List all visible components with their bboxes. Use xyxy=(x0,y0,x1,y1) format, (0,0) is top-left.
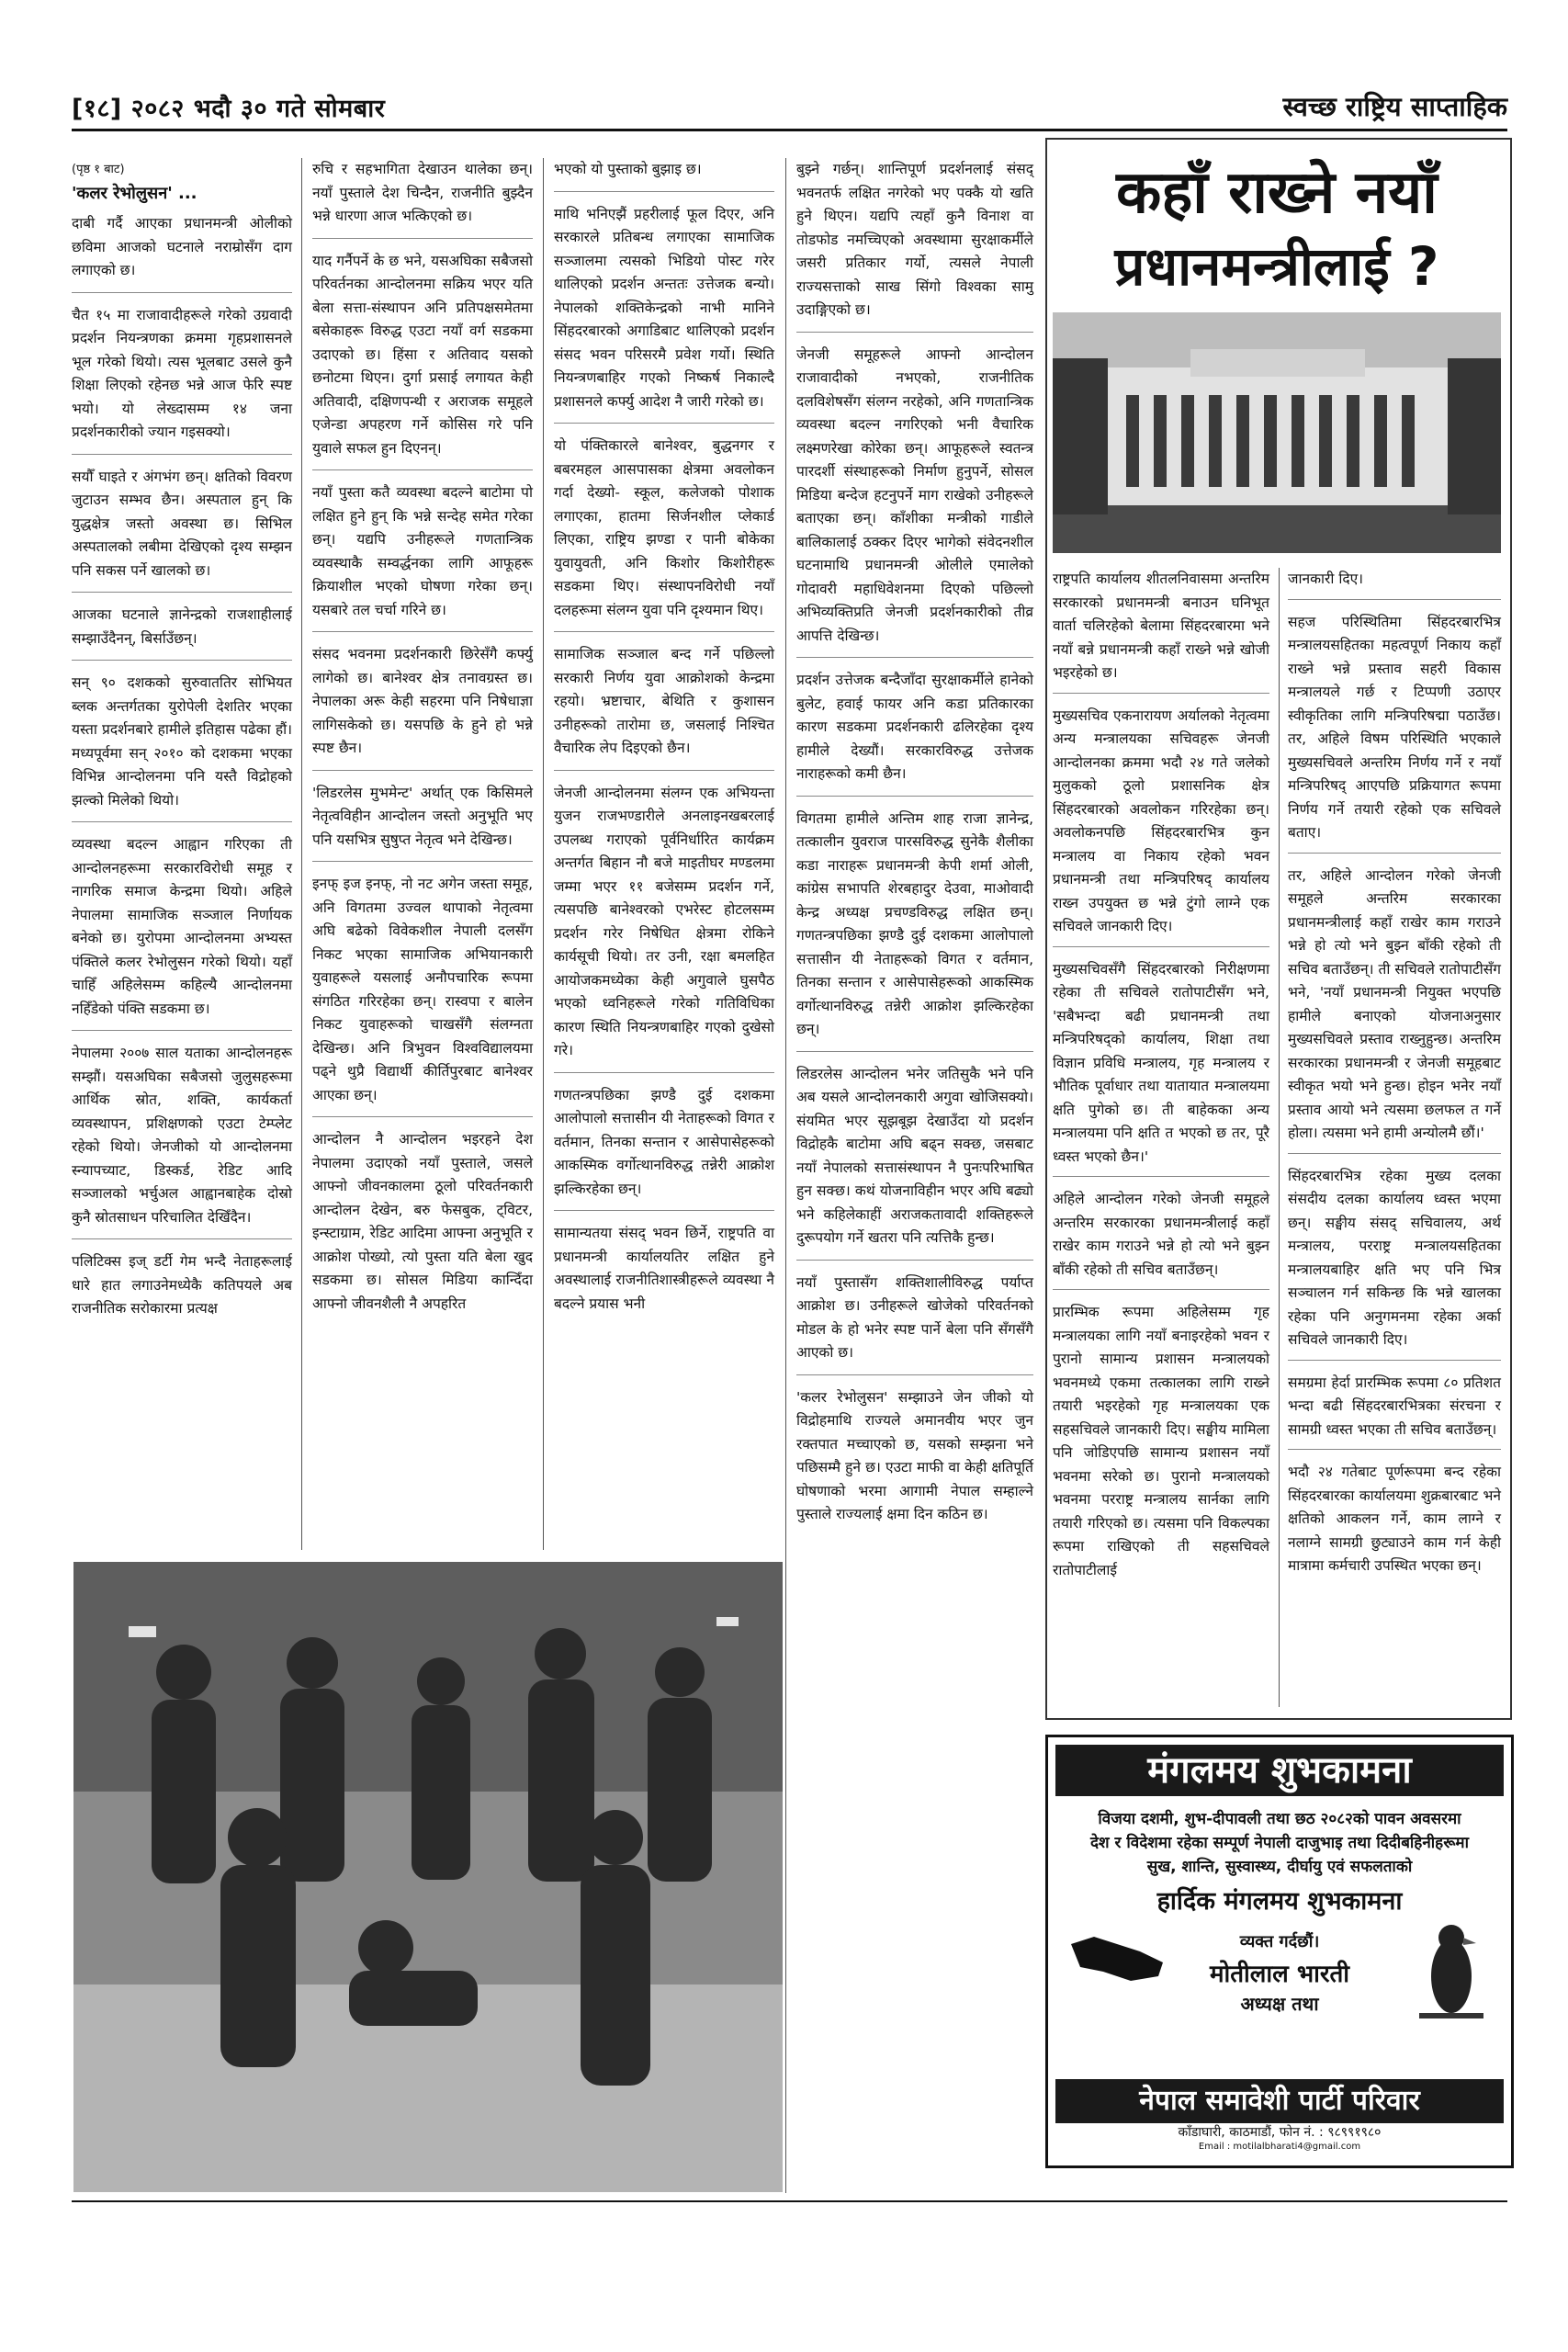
palace-illustration xyxy=(1053,312,1501,553)
paragraph: तर, अहिले आन्दोलन गरेको जेनजी समूहले अन्तरिम सरकारका प्रधानमन्त्रीलाई कहाँ राखेर काम गराउने भन्ने हो त्यो भने बुझ्न बाँकी रहेको ती सचिव बताउँछन्। ती सचिवले रातोपाटीसँग भने, 'नयाँ प्रधानमन्त्री नियुक्त भएपछि हामीले बनाएको योजनाअनुसार मुख्यसचिवले प्रस्ताव राख्नुहुन्छ। अन्तरिम सरकारका प्रधानमन्त्री र जेनजी समूहबाट स्वीकृत भयो भने हुन्छ। होइन भनेर नयाँ प्रस्ताव आयो भने त्यसमा छलफल त गर्ने होला। त्यसमा भने हामी अन्योलमै छौं।' xyxy=(1288,865,1501,1154)
ad-title: मंगलमय शुभकामना xyxy=(1055,1745,1504,1796)
bird-emblem-icon xyxy=(1410,1912,1493,2050)
paragraph: सामान्यतया संसद् भवन छिर्ने, राष्ट्रपति वा प्रधानमन्त्री कार्यालयतिर लक्षित हुने अवस्थालाई राजनीतिशास्त्रीहरूले व्यवस्था नै बदल्ने प्रयास भनी xyxy=(554,1225,774,1312)
continued-note: (पृष्ठ १ बाट) xyxy=(72,163,125,176)
headline-line-1: कहाँ राख्ने नयाँ xyxy=(1116,159,1438,227)
column-divider xyxy=(543,158,544,1550)
paragraph: मुख्यसचिवसँगै सिंहदरबारको निरीक्षणमा रहेका ती सचिवले रातोपाटीसँग भने, 'सबैभन्दा बढी प्रधानमन्त्री तथा मन्त्रिपरिषद्को कार्यालय, शिक्षा तथा विज्ञान प्रविधि मन्त्रालय, गृह मन्त्रालय र भौतिक पूर्वाधार तथा यातायात मन्त्रालयमा क्षति पुगेको छ। ती बाहेकका अन्य मन्त्रालयमा पनि क्षति त भएको छ तर, पूरै ध्वस्त भएको छैन।' xyxy=(1053,958,1269,1178)
ad-line-2: देश र विदेशमा रहेका सम्पूर्ण नेपाली दाजुभाइ तथा दिदीबहिनीहरूमा xyxy=(1090,1834,1469,1852)
greeting-advertisement xyxy=(1045,1735,1514,2168)
ad-address: काँडाघारी, काठमाडौं, फोन नं. : ९८९९१९८० xyxy=(1178,2125,1382,2140)
paragraph: 'लिडरलेस मुभमेन्ट' अर्थात् एक किसिमले नेतृत्वविहीन आन्दोलन जस्तो अनुभूति भए पनि यसभित्र सुषुप्त नेतृत्व भने देखिन्छ। xyxy=(312,782,533,863)
ad-wish: हार्दिक मंगलमय शुभकामना xyxy=(1156,1887,1403,1916)
page-header xyxy=(72,85,1507,130)
paragraph: भदौ २४ गतेबाट पूर्णरूपमा बन्द रहेका सिंहदरबारका कार्यालयमा शुक्रबारबाट भने क्षतिको आकलन गर्ने, काम लाग्ने र नलाग्ने सामग्री छुट्याउने काम गर्न केही मात्रामा कर्मचारी उपस्थित भएका छन्। xyxy=(1288,1464,1501,1574)
paragraph: समग्रमा हेर्दा प्रारम्भिक रूपमा ८० प्रतिशत भन्दा बढी सिंहदरबारभित्रका संरचना र सामग्री ध्वस्त भएका ती सचिव बताउँछन्। xyxy=(1288,1372,1501,1451)
article-column-1 xyxy=(72,158,292,1341)
ad-person-name: मोतीलाल भारती xyxy=(1209,1961,1350,1988)
side-story-column-left xyxy=(1053,568,1269,1600)
paragraph: दाबी गर्दै आएका प्रधानमन्त्री ओलीको छविमा आजको घटनाले नराम्रोसँग दाग लगाएको छ। xyxy=(72,212,292,293)
paragraph: मुख्यसचिव एकनारायण अर्यालको नेतृत्वमा अन्य मन्त्रालयका सचिवहरू जेनजी आन्दोलनका क्रममा भदौ २४ गते जलेको मुलुकको ठूलो प्रशासनिक क्षेत्र सिंहदरबारको अवलोकन गरिरहेका छन्। अवलोकनपछि सिंहदरबारभित्र कुन मन्त्रालय वा निकाय रहेको भवन प्रधानमन्त्री तथा मन्त्रिपरिषद् कार्यालय राख्न उपयुक्त छ भन्ने टुंगो लाग्ने एक सचिवले जानकारी दिए। xyxy=(1053,705,1269,947)
ad-person-role: अध्यक्ष तथा xyxy=(1240,1993,1319,2015)
paragraph: माथि भनिएझैं प्रहरीलाई फूल दिएर, अनि सरकारले प्रतिबन्ध लगाएका सामाजिक सञ्जालमा त्यसको भिडियो पोस्ट गरेर थालिएको प्रदर्शन अन्ततः उत्तेजक बन्यो। नेपालको शक्तिकेन्द्रको नाभी मानिने सिंहदरबारको अगाडिबाट थालिएको प्रदर्शन संसद भवन परिसरमै प्रवेश गर्यो। स्थिति नियन्त्रणबाहिर गएको निष्कर्ष निकाल्दै प्रशासनले कर्फ्यु आदेश नै जारी गरेको छ। xyxy=(554,203,774,424)
paragraph: पलिटिक्स इज् डर्टी गेम भन्दै नेताहरूलाई धारे हात लगाउनेमध्येकै कतिपयले अब राजनीतिक सरोकारमा प्रत्यक्ष xyxy=(72,1253,292,1317)
paragraph: प्रदर्शन उत्तेजक बन्दैजाँदा सुरक्षाकर्मीले हानेको बुलेट, हवाई फायर अनि कडा प्रतिकारका कारण सडकमा प्रदर्शनकारी ढलिरहेका दृश्य हामीले देख्यौं। सरकारविरुद्ध उत्तेजक नाराहरूको कमी छैन। xyxy=(796,669,1033,797)
paragraph: विगतमा हामीले अन्तिम शाह राजा ज्ञानेन्द्र, तत्कालीन युवराज पारसविरुद्ध सुनेकै शैलीका कडा नाराहरू प्रधानमन्त्री केपी शर्मा ओली, कांग्रेस सभापति शेरबहादुर देउवा, माओवादी केन्द्र अध्यक्ष प्रचण्डविरुद्ध लक्षित छन्। गणतन्त्रपछिका झण्डै दुई दशकमा आलोपालो सत्तासीन यी नेताहरूको विगत र वर्तमान, तिनका सन्तान र आसेपासेहरूको आकस्मिक वर्गोत्थानविरुद्ध तन्नेरी आक्रोश झल्किरहेका छन्। xyxy=(796,808,1033,1052)
paragraph: जेनजी समूहरूले आफ्नो आन्दोलन राजावादीको नभएको, राजनीतिक दलविशेषसँग संलग्न नरहेको, अनि गणतान्त्रिक व्यवस्था बदल्न नगरिएको भनी वैचारिक लक्ष्मणरेखा कोरेका छन्। आफूहरूले स्वतन्त्र पारदर्शी संस्थाहरूको निर्माण हुनुपर्ने, सोसल मिडिया बन्देज हटनुपर्ने माग राखेको उनीहरूले बताएका छन्। काँशीका मन्त्रीको गाडीले बालिकालाई ठक्कर दिएर भागेको संवेदनशील घटनामाथि प्रधानमन्त्री ओलीले एमालेको गोदावरी महाधिवेशनमा दिएको पछिल्लो अभिव्यक्तिप्रति जेनजी प्रदर्शनकारीको तीव्र आपत्ति देखिन्छ। xyxy=(796,344,1033,659)
ad-line-1: विजया दशमी, शुभ-दीपावली तथा छठ २०८२को पावन अवसरमा xyxy=(1098,1810,1461,1828)
paragraph: व्यवस्था बदल्न आह्वान गरिएका ती आन्दोलनहरूमा सरकारविरोधी समूह र नागरिक समाज केन्द्रमा थियो। अहिले नेपालमा सामाजिक सञ्जाल निर्णायक बनेको छ। युरोपमा आन्दोलनमा अभ्यस्त पंक्तिले कलर रेभोलुसन गरेको थियो। यहाँ चाहिँ अहिलेसम्म कहिल्यै आन्दोलनमा नहिँडेको पंक्ति सडकमा छ। xyxy=(72,833,292,1031)
ad-email: Email : motilalbharati4@gmail.com xyxy=(1198,2142,1361,2152)
column-divider xyxy=(785,158,786,2193)
side-story-headline xyxy=(1049,156,1505,303)
paragraph: याद गर्नैपर्ने के छ भने, यसअघिका सबैजसो परिवर्तनका आन्दोलनमा सक्रिय भएर यति बेला सत्ता-संस्थापन अनि प्रतिपक्षसमेतमा बसेकाहरू विरुद्ध एउटा नयाँ वर्ग सडकमा उदाएको छ। हिंसा र अतिवाद यसको छनोटमा थिएन। दुर्गा प्रसाई लगायत केही अतिवादी, दक्षिणपन्थी र अराजक समूहले एजेन्डा अपहरण गर्ने कोसिस गरे पनि युवाले सफल हुन दिएनन्। xyxy=(312,250,533,471)
article-column-2 xyxy=(312,158,533,1336)
ad-by: व्यक्त गर्दछौं। xyxy=(1239,1932,1320,1951)
paragraph: लिडरलेस आन्दोलन भनेर जतिसुकै भने पनि अब यसले आन्दोलनकारी अगुवा खोजिसक्यो। संयमित भएर सूझबूझ देखाउँदा यो प्रदर्शन विद्रोहकै बाटोमा अघि बढ्न सक्छ, जसबाट नयाँ नेपालको सत्तासंस्थापन नै पुनःपरिभाषित हुन सक्छ। कथं योजनाविहीन भएर अघि बढ्यो भने कहिलेकाहीं अराजकतावादी शक्तिहरूले दुरूपयोग गर्ने खतरा पनि त्यत्तिकै हुन्छ। xyxy=(796,1063,1033,1261)
paragraph: इनफ् इज इनफ्, नो नट अगेन जस्ता समूह, अनि विगतमा उज्वल थापाको नेतृत्वमा अघि बढेको विवेकशील नेपाली दलसँग निकट भएका सामाजिक अभियानकारी युवाहरूले यसलाई अनौपचारिक रूपमा संगठित गरिरहेका छन्। रास्वपा र बालेन निकट युवाहरूको चाखसँगै संलग्नता देखिन्छ। अनि त्रिभुवन विश्वविद्यालयमा पढ्ने थुप्रै विद्यार्थी कीर्तिपुरबाट बानेश्वर आएका छन्। xyxy=(312,873,533,1117)
paragraph: नयाँ पुस्तासँग शक्तिशालीविरुद्ध पर्याप्त आक्रोश छ। उनीहरूले खोजेको परिवर्तनको मोडल के हो भनेर स्पष्ट पार्ने बेला पनि सँगसँगै आएको छ। xyxy=(796,1272,1033,1375)
paragraph: सामाजिक सञ्जाल बन्द गर्ने पछिल्लो सरकारी निर्णय युवा आक्रोशको केन्द्रमा रहयो। भ्रष्टाचार, बेथिति र कुशासन उनीहरूको तारोमा छ, जसलाई निश्चित वैचारिक लेप दिइएको छैन। xyxy=(554,643,774,771)
paragraph: रुचि र सहभागिता देखाउन थालेका छन्। नयाँ पुस्ताले देश चिन्दैन, राजनीति बुझ्दैन भन्ने धारणा आज भत्किएको छ। xyxy=(312,158,533,239)
paragraph: नयाँ पुस्ता कतै व्यवस्था बदल्ने बाटोमा पो लक्षित हुने हुन् कि भन्ने सन्देह समेत गरेका छन्। यद्यपि उनीहरूले गणतान्त्रिक व्यवस्थाकै सम्वर्द्धनका लागि आफूहरू क्रियाशील भएको घोषणा गरेका छन्। यसबारे तल चर्चा गरिने छ। xyxy=(312,481,533,632)
paragraph: सहज परिस्थितिमा सिंहदरबारभित्र मन्त्रालयसहितका महत्वपूर्ण निकाय कहाँ राख्ने भन्ने प्रस्ताव सहरी विकास मन्त्रालयले गर्छ र टिप्पणी उठाएर स्वीकृतिका लागि मन्त्रिपरिषद्मा पठाउँछ। तर, अहिले विषम परिस्थिति भएकाले मुख्यसचिवले अन्तरिम निर्णय गर्ने र नयाँ मन्त्रिपरिषद् आएपछि प्रक्रियागत रूपमा निर्णय गर्ने तयारी रहेको एक सचिवले बताए। xyxy=(1288,611,1501,854)
paragraph: गणतन्त्रपछिका झण्डै दुई दशकमा आलोपालो सत्तासीन यी नेताहरूको विगत र वर्तमान, तिनका सन्तान र आसेपासेहरूको आकस्मिक वर्गोत्थानविरुद्ध तन्नेरी आक्रोश झल्किरहेका छन्। xyxy=(554,1084,774,1212)
headline-line-2: प्रधानमन्त्रीलाई ? xyxy=(1114,235,1439,298)
paragraph: सिंहदरबारभित्र रहेका मुख्य दलका संसदीय दलका कार्यालय ध्वस्त भएमा छन्। सङ्घीय संसद् सचिवालय, अर्थ मन्त्रालय, परराष्ट्र मन्त्रालयसहितका मन्त्रालयबाहिर क्षति भए पनि भित्र सञ्चालन गर्न सकिन्छ कि भन्ने खालका रहेका पनि अनुगमनमा रहेका अर्का सचिवले जानकारी दिए। xyxy=(1288,1165,1501,1361)
header-rule xyxy=(72,129,1507,131)
paragraph: राष्ट्रपति कार्यालय शीतलनिवासमा अन्तरिम सरकारको प्रधानमन्त्री बनाउन घनिभूत वार्ता चलिरहेको बेलामा सिंहदरबारमा भने नयाँ बन्ने प्रधानमन्त्री कहाँ राख्ने भन्ने खोजी भइरहेको छ। xyxy=(1053,568,1269,694)
paragraph: प्रारम्भिक रूपमा अहिलेसम्म गृह मन्त्रालयका लागि नयाँ बनाइरहेको भवन र पुरानो सामान्य प्रशासन मन्त्रालयको भवनमध्ये एकमा तत्कालका लागि राख्ने तयारी भइरहेको गृह मन्त्रालयका एक सहसचिवले जानकारी दिए। सङ्घीय मामिला पनि जोडिएपछि सामान्य प्रशासन नयाँ भवनमा सरेको छ। पुरानो मन्त्रालयको भवनमा परराष्ट्र मन्त्रालय सार्नका लागि तयारी गरिएको छ। त्यसमा पनि विकल्पका रूपमा राखिएको ती सहसचिवले रातोपाटीलाई xyxy=(1053,1304,1269,1578)
side-story-column-right xyxy=(1288,568,1501,1597)
page-number-date: [१८] २०८२ भदौ ३० गते सोमबार xyxy=(72,95,386,123)
column-divider xyxy=(301,158,302,1550)
article-kicker: 'कलर रेभोलुसन' ... xyxy=(72,183,197,203)
paragraph: यो पंक्तिकारले बानेश्वर, बुद्धनगर र बबरमहल आसपासका क्षेत्रमा अवलोकन गर्दा देख्यो- स्कूल, कलेजको पोशाक लगाएका, हातमा सिर्जनशील प्लेकार्ड लिएका, राष्ट्रिय झण्डा र पानी बोकेका युवायुवती, अनि किशोर किशोरीहरू सडकमा थिए। संस्थापनविरोधी नयाँ दलहरूमा संलग्न युवा पनि दृश्यमान थिए। xyxy=(554,435,774,632)
paragraph: आजका घटनाले ज्ञानेन्द्रको राजशाहीलाई सम्झाउँदैनन्, बिर्साउँछन्। xyxy=(72,604,292,661)
protest-photo xyxy=(73,1562,783,2192)
column-divider xyxy=(1279,568,1280,1707)
ad-organization: नेपाल समावेशी पार्टी परिवार xyxy=(1055,2079,1504,2123)
article-column-4 xyxy=(796,158,1033,1547)
paragraph: भएको यो पुस्ताको बुझाइ छ। xyxy=(554,158,774,192)
singha-durbar-photo xyxy=(1053,312,1501,553)
paragraph: आन्दोलन नै आन्दोलन भइरहने देश नेपालमा उदाएको नयाँ पुस्ताले, जसले आफ्नो जीवनकालमा ठूलो परिवर्तनकारी आन्दोलन देखेन, बरु फेसबुक, ट्विटर, इन्स्टाग्राम, रेडिट आदिमा आफ्ना अनुभूति र आक्रोश पोख्यो, त्यो पुस्ता यति बेला खुद सडकमा छ। सोसल मिडिया कान्दिँदा आफ्नो जीवनशैली नै अपहरित xyxy=(312,1131,533,1312)
article-column-3 xyxy=(554,158,774,1336)
paragraph: बुझ्ने गर्छन्। शान्तिपूर्ण प्रदर्शनलाई संसद् भवनतर्फ लक्षित नगरेको भए पक्कै यो खति हुने थिएन। यद्यपि त्यहाँ कुनै विनाश वा तोडफोड नमच्चिएको अवस्थामा सुरक्षाकर्मीले जसरी प्रतिकार गर्यो, त्यसले नेपाली राज्यसत्ताको साख सिंगो विश्वका सामु उदाङ्गिएको छ। xyxy=(796,158,1033,333)
footer-rule xyxy=(72,2200,1507,2202)
paragraph: चैत १५ मा राजावादीहरूले गरेको उग्रवादी प्रदर्शन नियन्त्रणका क्रममा गृहप्रशासनले भूल गरेको थियो। त्यस भूलबाट उसले कुनै शिक्षा लिएको रहेनछ भन्ने आज फेरि स्पष्ट भयो। यो लेख्दासम्म १४ जना प्रदर्शनकारीको ज्यान गइसक्यो। xyxy=(72,304,292,455)
paragraph: जानकारी दिए। xyxy=(1288,568,1501,600)
paragraph: सन् ९० दशकको सुरुवाततिर सोभियत ब्लक अन्तर्गतका युरोपेली देशतिर भएका यस्ता प्रदर्शनबारे हामीले इतिहास पढेका हौं। मध्यपूर्वमा सन् २०१० को दशकमा भएका विभिन्न आन्दोलनमा पनि यस्तै विद्रोहको झल्को मिलेको थियो। xyxy=(72,672,292,822)
paragraph: सयौँ घाइते र अंगभंग छन्। क्षतिको विवरण जुटाउन सम्भव छैन। अस्पताल हुन् कि युद्धक्षेत्र जस्तो अवस्था छ। सिभिल अस्पतालको लबीमा देखिएको दृश्य सम्झन पनि सकस पर्ने खालको छ। xyxy=(72,466,292,594)
ad-line-3: सुख, शान्ति, सुस्वास्थ्य, दीर्घायु एवं सफलताको xyxy=(1146,1858,1413,1876)
paragraph: संसद भवनमा प्रदर्शनकारी छिरेसँगै कर्फ्यु लागेको छ। बानेश्वर क्षेत्र तनावग्रस्त छ। नेपालका अरू केही सहरमा पनि निषेधाज्ञा लागिसकेको छ। यसपछि के हुने हो भन्ने स्पष्ट छैन। xyxy=(312,643,533,771)
paragraph: अहिले आन्दोलन गरेको जेनजी समूहले अन्तरिम सरकारका प्रधानमन्त्रीलाई कहाँ राखेर काम गराउने भन्ने हो त्यो भने बुझ्न बाँकी रहेको ती सचिव बताउँछन्। xyxy=(1053,1188,1269,1290)
paragraph: जेनजी आन्दोलनमा संलग्न एक अभियन्ता युजन राजभण्डारीले अनलाइनखबरलाई उपलब्ध गराएको पूर्वनिर्धारित कार्यक्रम अन्तर्गत बिहान नौ बजे माइतीघर मण्डलमा जम्मा भएर ११ बजेसम्म प्रदर्शन गर्ने, त्यसपछि बानेश्वरको एभरेस्ट होटलसम्म प्रदर्शन गरेर निषेधित क्षेत्रमा रोकिने कार्यसूची थियो। तर उनी, रक्षा बमलहित आयोजकमध्येका केही अगुवाले घुसपैठ भएको ध्वनिहरूले गरेको गतिविधिका कारण स्थिति नियन्त्रणबाहिर गएको दुखेसो गरे। xyxy=(554,782,774,1073)
masthead-title: स्वच्छ राष्ट्रिय साप्ताहिक xyxy=(1282,91,1507,122)
protest-photo-illustration xyxy=(73,1562,783,2192)
paragraph: 'कलर रेभोलुसन' सम्झाउने जेन जीको यो विद्रोहमाथि राज्यले अमानवीय भएर जुन रक्तपात मच्चाएको छ, यसको सम्झना भने पछिसम्मै हुने छ। एउटा माफी वा केही क्षतिपूर्ति घोषणाको भरमा आगामी नेपाल सम्हाल्ने पुस्ताले राज्यलाई क्षमा दिन कठिन छ। xyxy=(796,1388,1033,1522)
paragraph: नेपालमा २००७ साल यताका आन्दोलनहरू सम्झौं। यसअघिका सबैजसो जुलुसहरूमा आर्थिक स्रोत, शक्ति, कार्यकर्ता व्यवस्थापन, प्रशिक्षणको एउटा टेम्प्लेट रहेको थियो। जेनजीको यो आन्दोलनमा स्न्यापच्याट, डिस्कर्ड, रेडिट आदि सञ्जालको भर्चुअल आह्वानबाहेक दोस्रो कुनै स्रोतसाधन परिचालित देखिँदैन। xyxy=(72,1042,292,1239)
